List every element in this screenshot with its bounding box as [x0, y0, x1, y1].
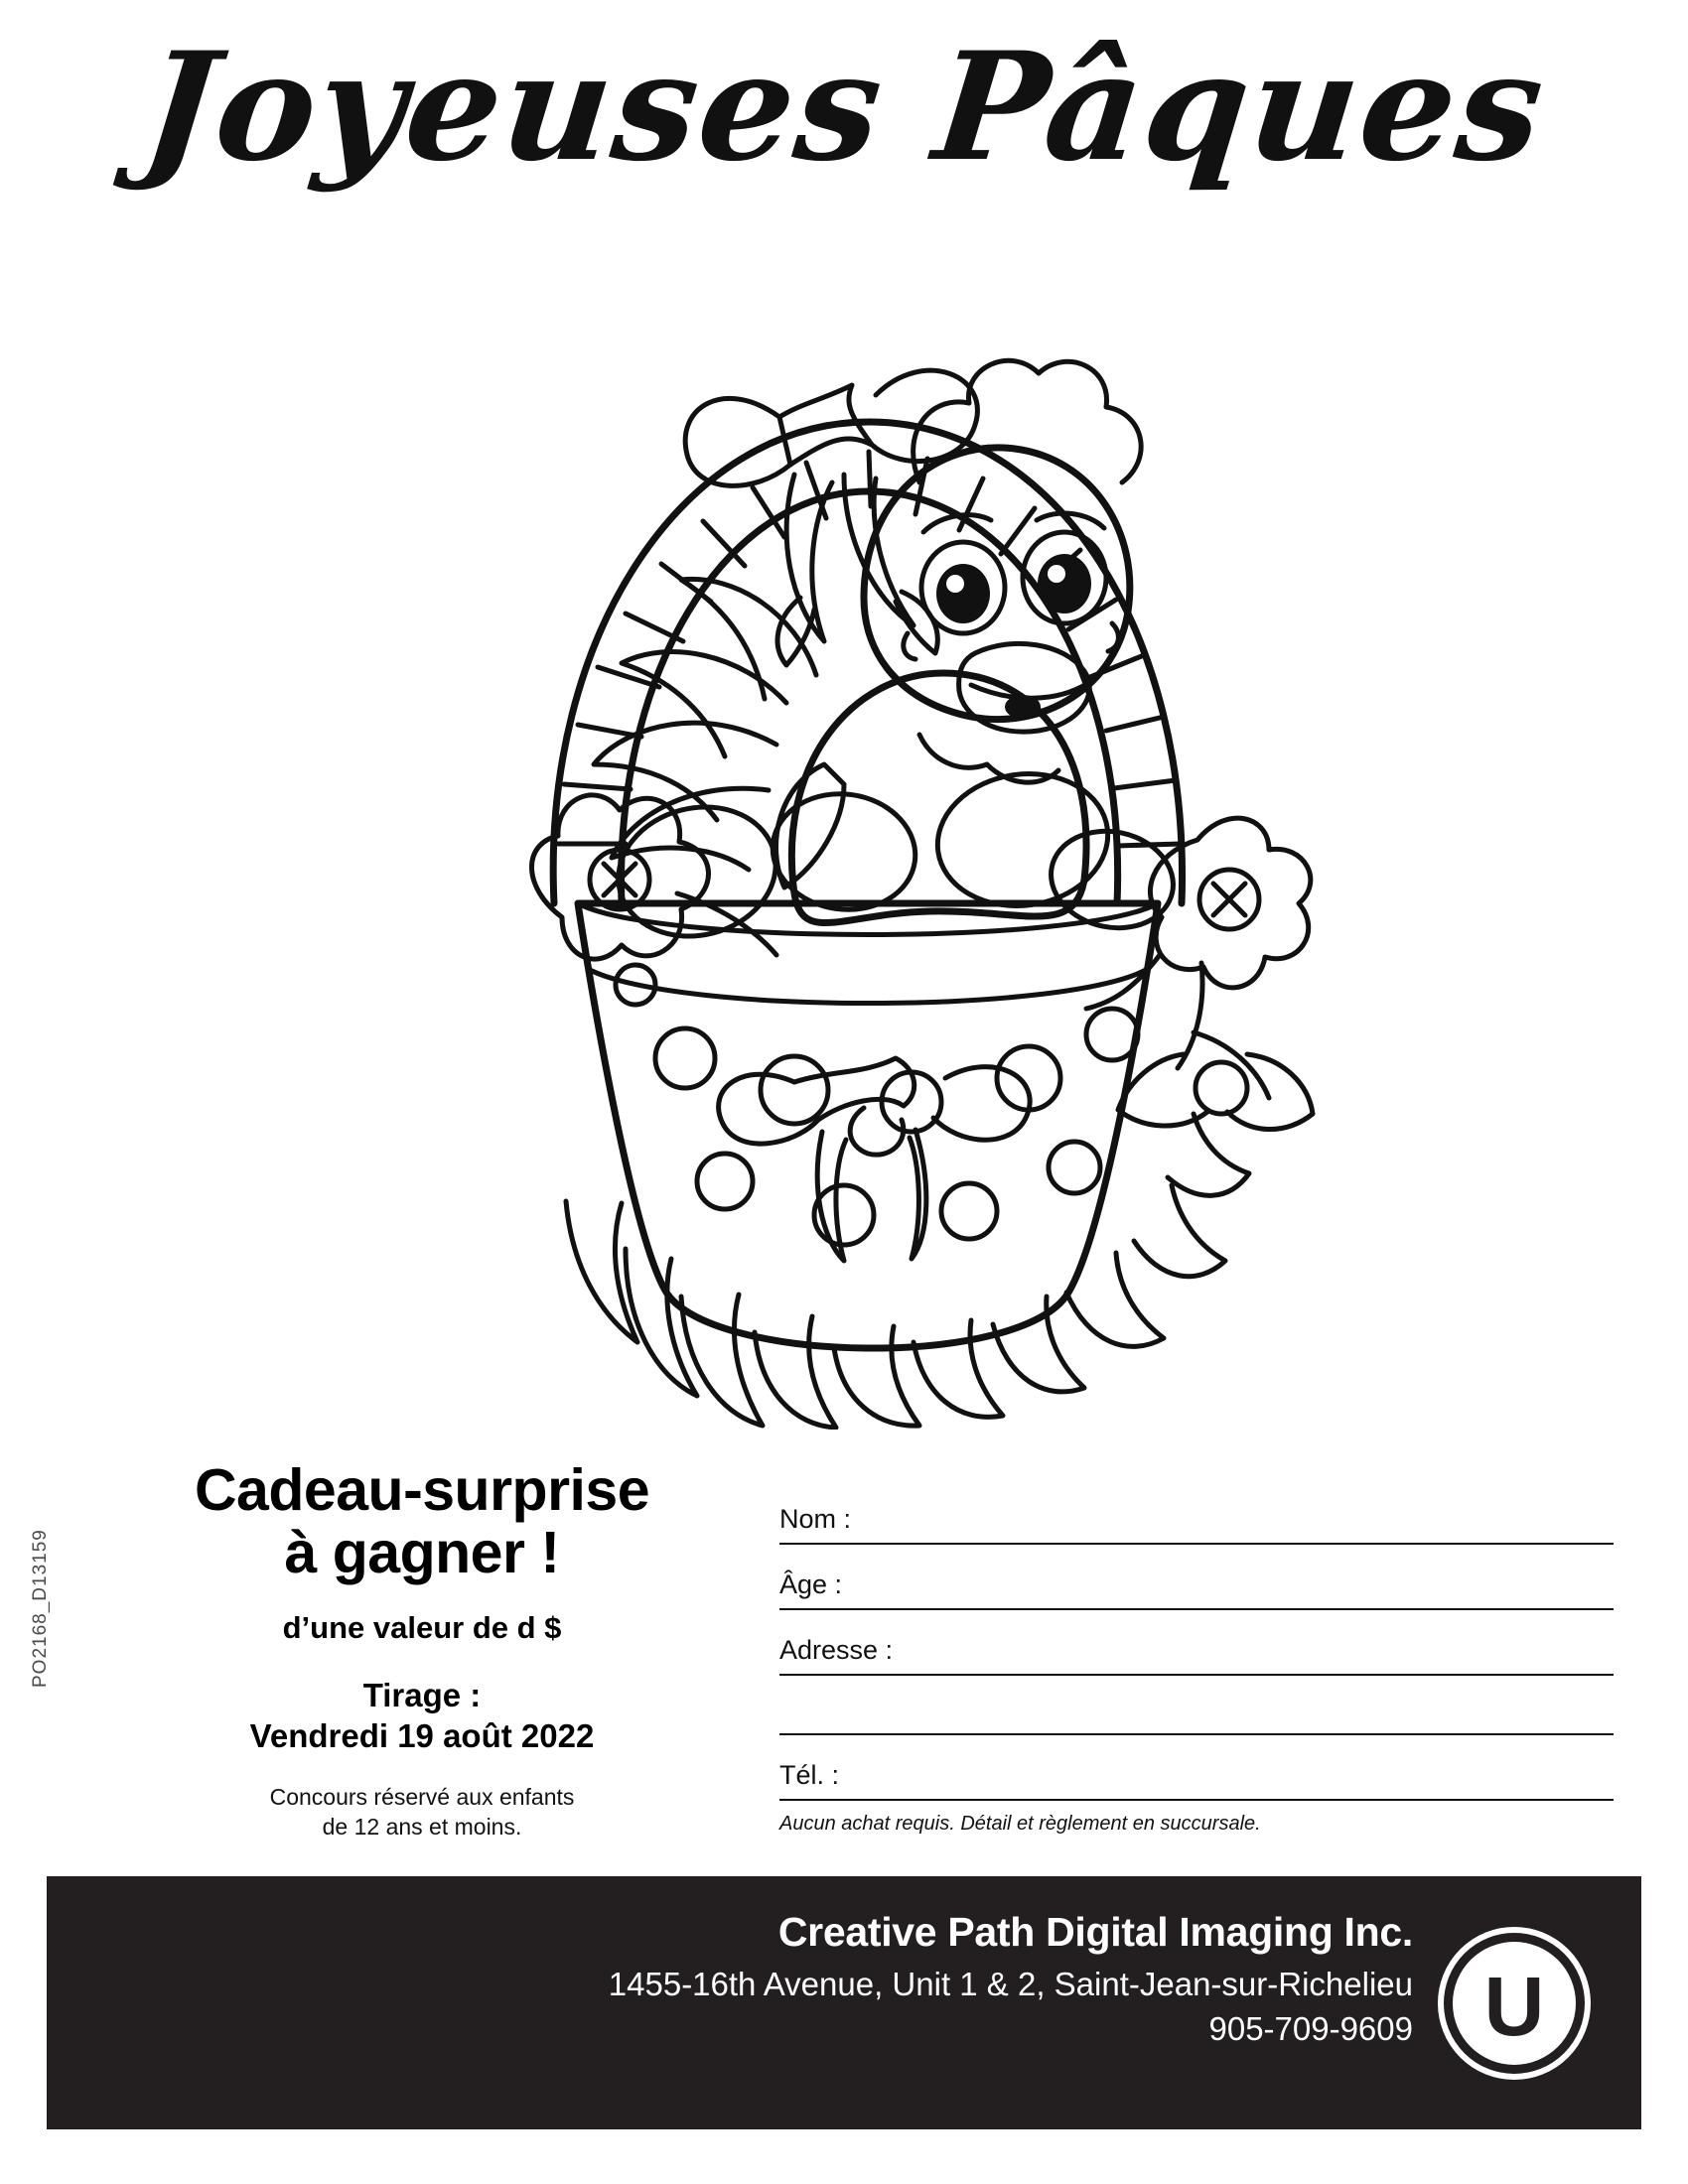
footer-company: Creative Path Digital Imaging Inc.: [777, 1909, 1413, 1955]
form-row-adresse-suite: [779, 1676, 1614, 1735]
promo-heading: [109, 1459, 735, 1584]
label-tel: Tél. :: [779, 1760, 840, 1790]
footer-phone: 905-709-9609: [1208, 2009, 1413, 2047]
promo-block: [109, 1459, 735, 1842]
company-logo-icon: [1435, 1924, 1594, 2083]
page-title: Joyeuses Pâques: [135, 20, 1553, 195]
age-input[interactable]: [909, 1561, 1614, 1602]
form-row-nom: [779, 1479, 1614, 1545]
promo-note: [109, 1782, 735, 1843]
artwork-code: PO2168_D13159: [30, 1529, 51, 1688]
promo-value: d’une valeur de d $: [282, 1610, 562, 1646]
footer-bar: [47, 1876, 1641, 2129]
easter-chick-basket-coloring-illustration: [328, 208, 1380, 1430]
promo-draw: [109, 1676, 735, 1756]
label-age: Âge :: [779, 1570, 843, 1599]
promo-draw-label: Tirage :: [362, 1677, 482, 1714]
promo-heading-line2: à gagner !: [284, 1520, 560, 1586]
footer-text-block: [609, 1906, 1413, 2050]
adresse-input[interactable]: [909, 1626, 1614, 1668]
form-row-tel: [779, 1735, 1614, 1801]
form-row-age: [779, 1545, 1614, 1610]
nom-input[interactable]: [909, 1495, 1614, 1537]
footer-address: 1455-16th Avenue, Unit 1 & 2, Saint-Jean-sur-Richelieu: [608, 1966, 1413, 2003]
svg-text:U: U: [1483, 1960, 1545, 2053]
promo-draw-date: Vendredi 19 août 2022: [249, 1716, 595, 1754]
tel-input[interactable]: [909, 1751, 1614, 1793]
promo-note-line2: de 12 ans et moins.: [322, 1814, 522, 1841]
label-nom: Nom :: [779, 1504, 852, 1534]
entry-form: [779, 1479, 1614, 1836]
label-adresse: Adresse :: [779, 1635, 894, 1665]
adresse-suite-input[interactable]: [779, 1686, 1614, 1727]
promo-note-line1: Concours réservé aux enfants: [269, 1783, 575, 1810]
promo-heading-line1: Cadeau-surprise: [194, 1457, 650, 1523]
form-disclaimer: Aucun achat requis. Détail et règlement en succursale.: [779, 1813, 1261, 1835]
form-row-adresse: [779, 1610, 1614, 1676]
